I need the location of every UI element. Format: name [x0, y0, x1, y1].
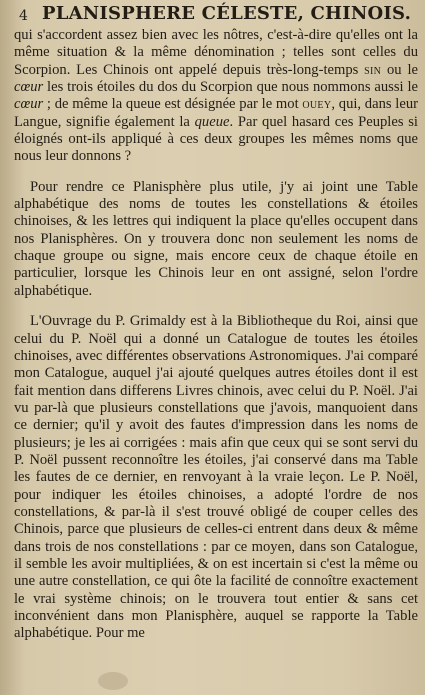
page-number: 4: [19, 8, 28, 24]
text-run: . Par quel hasard ces Peuples si éloignés ont-ils appliqué à ces deux groupes les mêmes noms que nous leur donnons ?: [14, 113, 418, 165]
text-run: les trois étoiles du dos du Scorpion que nous nommons aussi le: [43, 79, 418, 96]
term-sin: sin: [364, 61, 382, 78]
paragraph-grimaldy: L'Ouvrage du P. Grimaldy est à la Bibliotheque du Roi, ainsi que celui du P. Noël qui a donné un Catalogue de toutes les étoiles chinoises, avec différentes observations Astronomiques. J'ai comparé mon Catalogue, auquel j'ai ajouté quelques autres étoiles dont il est fait mention dans differens Livres chinois, avec celui du P. Noël. J'ai vu par-là que plusieurs constellations que j'avois, manquoient dans ce dernier; qu'il y avoit des fautes d'impression dans les noms de plusieurs; je les ai corrigées : mais afin que ceux qui se sont servi du P. Noël pussent reconnoître les étoiles, j'ai conservé dans ma Table les fautes de ce dernier, en renvoyant à la vraie leçon. Le P. Noël, pour indiquer les étoiles chinoises, a adopté l'ordre de nos constellations, & par-là il s'est trouvé obligé de couper celles des Chinois, parce que plusieurs de celles-ci entrent dans deux & même dans trois de nos constellations : par ce moyen, dans son Catalogue, il semble les avoir multipliées, & on est incertain si c'est la même ou une autre constellation, ce qui ôte la facilité de connoître exactement le vrai système chinois; on le trouvera tout entier & sans cet inconvénient dans mon Planisphère, auquel se rapporte la Table alphabétique. Pour me: [14, 313, 418, 642]
term-coeur: cœur: [14, 96, 44, 113]
body-text: [14, 27, 418, 656]
text-run: ou le: [381, 61, 418, 78]
text-run: qui s'accordent assez bien avec les nôtres, c'est-à-dire qu'elles ont la même situation & la même dénomination ; telles sont celles du Scorpion. Les Chinois ont appelé depuis très-long-temps: [14, 27, 418, 78]
term-queue: queue: [194, 113, 230, 130]
text-run: ; de même la queue est désignée par le mot: [43, 96, 303, 113]
term-coeur: cœur: [14, 79, 44, 96]
text-run: , qui, dans leur Langue, signifie également la: [14, 96, 418, 130]
term-ouey: ouey: [302, 96, 332, 113]
paper-stain: [98, 672, 128, 690]
paragraph-table: Pour rendre ce Planisphère plus utile, j'y ai joint une Table alphabétique des noms de toutes les constellations & étoiles chinoises, & les lettres qui indiquent la place qu'elles occupent dans nos Planisphères. On y trouvera donc non seulement les noms de chaque groupe ou signe, mais encore ceux de chaque étoile en particulier, lorsque les Chinois leur en ont assigné, selon l'ordre alphabétique.: [14, 178, 418, 299]
paragraph-scorpion: [14, 27, 418, 166]
page-header: [0, 3, 425, 25]
running-title: PLANISPHERE CÉLESTE, CHINOIS.: [42, 3, 412, 24]
